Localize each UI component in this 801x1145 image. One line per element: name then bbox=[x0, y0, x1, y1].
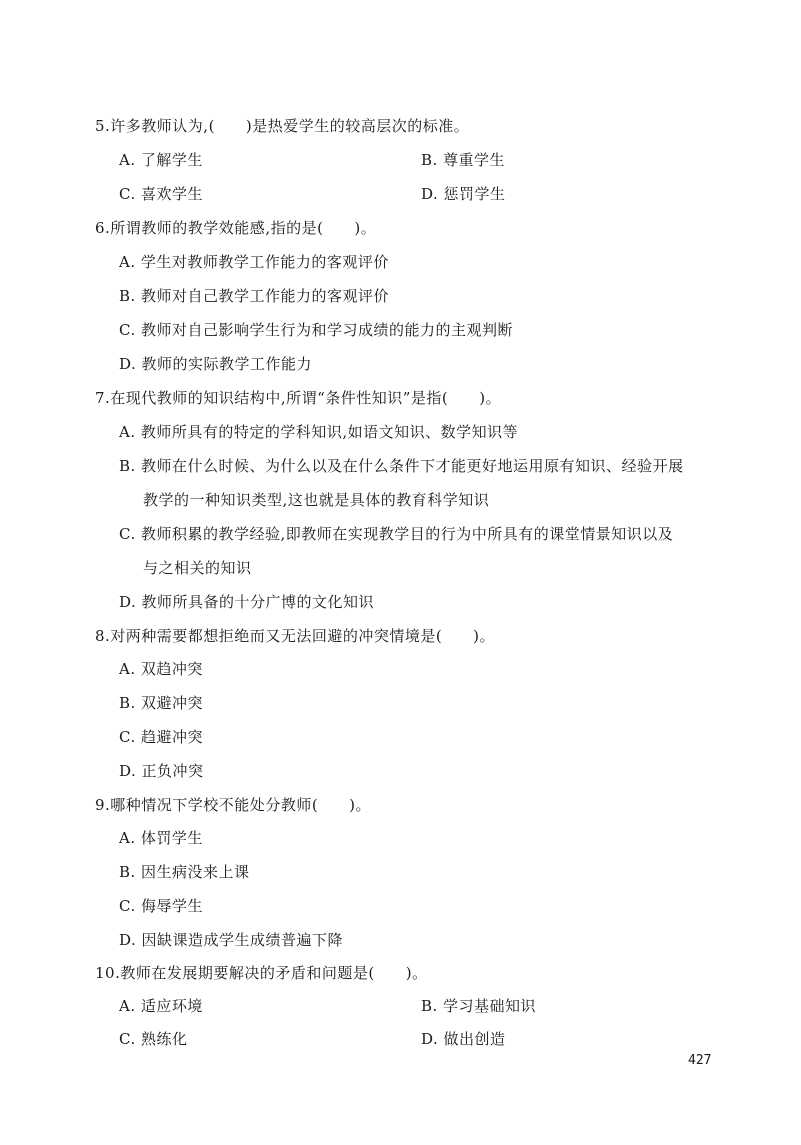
page-number: 427 bbox=[688, 1053, 712, 1068]
question-7-option-c: C. 教师积累的教学经验,即教师在实现教学目的行为中所具有的课堂情景知识以及 bbox=[119, 525, 674, 543]
question-8-option-b: B. 双避冲突 bbox=[119, 694, 204, 712]
question-7-option-c-continuation: 与之相关的知识 bbox=[143, 559, 252, 577]
question-6-option-c: C. 教师对自己影响学生行为和学习成绩的能力的主观判断 bbox=[119, 321, 513, 339]
question-7-option-a: A. 教师所具有的特定的学科知识,如语文知识、数学知识等 bbox=[119, 423, 519, 441]
question-9-stem: 9.哪种情况下学校不能处分教师( )。 bbox=[95, 796, 372, 814]
question-5-option-a: A. 了解学生 bbox=[119, 151, 203, 169]
question-9-option-a: A. 体罚学生 bbox=[119, 829, 203, 847]
question-7-stem: 7.在现代教师的知识结构中,所谓“条件性知识”是指( )。 bbox=[95, 389, 502, 407]
question-10-option-b: B. 学习基础知识 bbox=[421, 997, 537, 1015]
question-10-option-c: C. 熟练化 bbox=[119, 1030, 188, 1048]
question-10-stem: 10.教师在发展期要解决的矛盾和问题是( )。 bbox=[95, 964, 428, 982]
question-9-option-b: B. 因生病没来上课 bbox=[119, 863, 250, 881]
question-5-option-d: D. 惩罚学生 bbox=[421, 185, 506, 203]
question-10-option-d: D. 做出创造 bbox=[421, 1030, 506, 1048]
question-6-option-a: A. 学生对教师教学工作能力的客观评价 bbox=[119, 253, 389, 271]
question-8-stem: 8.对两种需要都想拒绝而又无法回避的冲突情境是( )。 bbox=[95, 627, 496, 645]
question-8-option-a: A. 双趋冲突 bbox=[119, 660, 203, 678]
question-5-stem: 5.许多教师认为,( )是热爱学生的较高层次的标准。 bbox=[95, 117, 470, 135]
question-9-option-c: C. 侮辱学生 bbox=[119, 897, 203, 915]
question-5-option-c: C. 喜欢学生 bbox=[119, 185, 203, 203]
question-6-option-b: B. 教师对自己教学工作能力的客观评价 bbox=[119, 287, 390, 305]
question-6-stem: 6.所谓教师的教学效能感,指的是( )。 bbox=[95, 219, 377, 237]
question-6-option-d: D. 教师的实际教学工作能力 bbox=[119, 355, 313, 373]
question-10-option-a: A. 适应环境 bbox=[119, 997, 203, 1015]
question-7-option-b-continuation: 教学的一种知识类型,这也就是具体的教育科学知识 bbox=[143, 491, 490, 509]
question-8-option-d: D. 正负冲突 bbox=[119, 762, 204, 780]
question-8-option-c: C. 趋避冲突 bbox=[119, 728, 203, 746]
question-9-option-d: D. 因缺课造成学生成绩普遍下降 bbox=[119, 931, 344, 949]
question-5-option-b: B. 尊重学生 bbox=[421, 151, 506, 169]
question-7-option-d: D. 教师所具备的十分广博的文化知识 bbox=[119, 593, 375, 611]
question-7-option-b: B. 教师在什么时候、为什么以及在什么条件下才能更好地运用原有知识、经验开展 bbox=[119, 457, 684, 475]
